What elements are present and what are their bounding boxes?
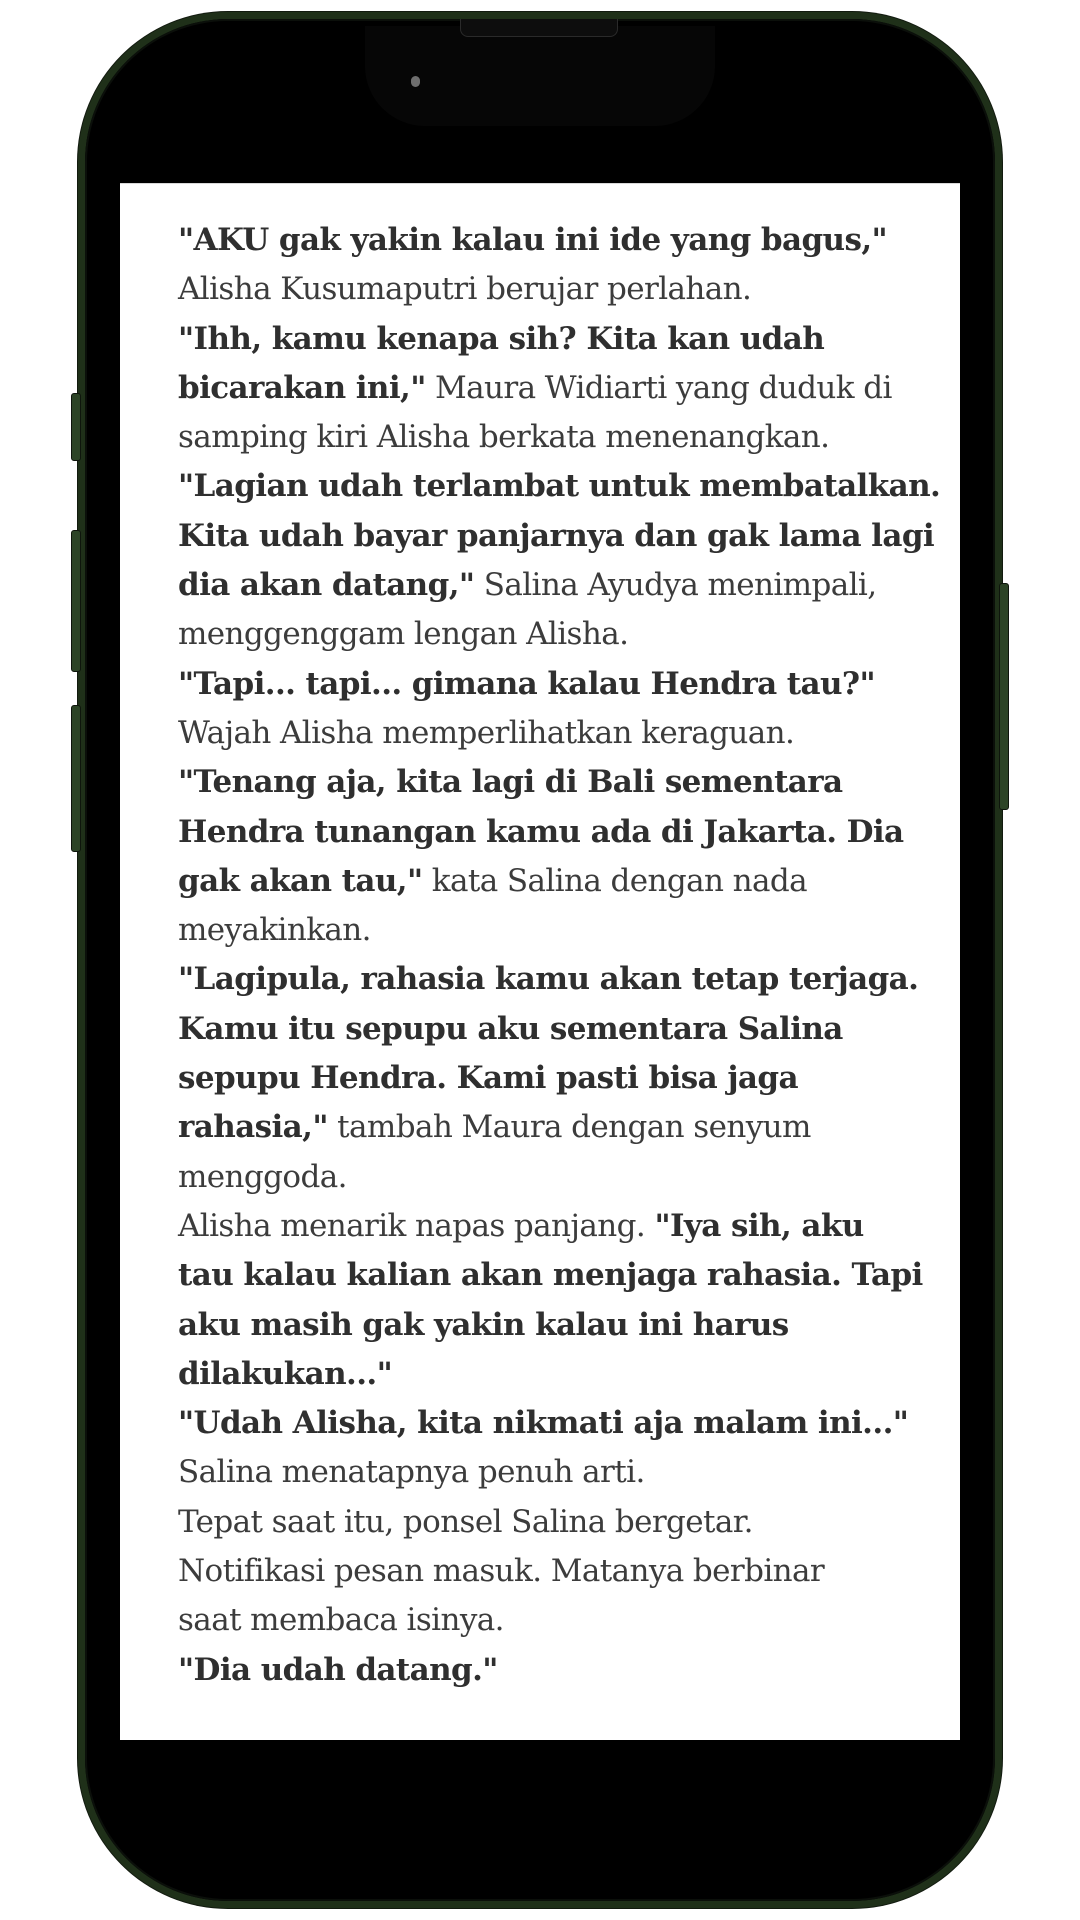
dialogue-text: "AKU gak yakin kalau ini ide yang bagus," (178, 222, 888, 258)
story-line (178, 808, 948, 857)
story-line (178, 1153, 948, 1202)
narration-text: Notifikasi pesan masuk. Matanya berbinar (178, 1553, 825, 1590)
narration-text: Tepat saat itu, ponsel Salina bergetar. (178, 1503, 753, 1540)
front-camera-icon (411, 76, 420, 87)
story-line (178, 1399, 948, 1448)
story-line (178, 857, 948, 906)
dialogue-text: dilakukan..." (178, 1355, 393, 1392)
story-line (178, 1301, 948, 1350)
story-line (178, 660, 948, 709)
narration-text: menggoda. (178, 1158, 347, 1195)
story-line (178, 315, 948, 364)
story-line (178, 561, 948, 610)
dialogue-text: "Udah Alisha, kita nikmati aja malam ini..." (178, 1405, 909, 1442)
dialogue-text: "Iya sih, aku (654, 1207, 864, 1244)
story-line (178, 1350, 948, 1399)
earpiece-speaker (460, 19, 618, 37)
story-line (178, 610, 948, 659)
narration-text: Salina Ayudya menimpali, (474, 567, 877, 604)
dialogue-text: gak akan tau," (178, 862, 423, 899)
narration-text: meyakinkan. (178, 912, 371, 949)
narration-text: Wajah Alisha memperlihatkan keraguan. (178, 714, 795, 751)
story-line (178, 955, 948, 1004)
mute-switch (71, 393, 81, 461)
story-line (178, 1498, 948, 1547)
narration-text: menggenggam lengan Alisha. (178, 616, 629, 653)
story-line (178, 1596, 948, 1645)
dialogue-text: tau kalau kalian akan menjaga rahasia. Tapi (178, 1257, 923, 1294)
dialogue-text: Kita udah bayar panjarnya dan gak lama lagi (178, 517, 935, 554)
narration-text: tambah Maura dengan senyum (327, 1109, 811, 1146)
story-line (178, 364, 948, 413)
story-line (178, 1251, 948, 1300)
story-line (178, 1448, 948, 1497)
story-line (178, 758, 948, 807)
story-line (178, 512, 948, 561)
story-line (178, 1646, 948, 1695)
story-line (178, 216, 948, 265)
volume-down-button (71, 705, 81, 852)
dialogue-text: dia akan datang," (178, 567, 475, 604)
story-line (178, 906, 948, 955)
story-line (178, 265, 948, 314)
dialogue-text: Kamu itu sepupu aku sementara Salina (178, 1010, 843, 1047)
dialogue-text: "Tenang aja, kita lagi di Bali sementara (178, 764, 843, 801)
story-line (178, 413, 948, 462)
volume-up-button (71, 530, 81, 672)
narration-text: samping kiri Alisha berkata menenangkan. (178, 419, 830, 456)
story-line (178, 1103, 948, 1152)
story-text (178, 216, 948, 1695)
dialogue-text: "Ihh, kamu kenapa sih? Kita kan udah (178, 320, 825, 357)
dialogue-text: bicarakan ini," (178, 369, 426, 406)
dialogue-text: rahasia," (178, 1109, 328, 1146)
dialogue-text: "Lagipula, rahasia kamu akan tetap terjaga. (178, 961, 919, 998)
dialogue-text: "Dia udah datang." (178, 1651, 498, 1688)
narration-text: Alisha menarik napas panjang. (178, 1207, 655, 1244)
narration-text: Alisha Kusumaputri berujar perlahan. (178, 271, 752, 308)
dialogue-text: "Lagian udah terlambat untuk membatalkan. (178, 468, 941, 505)
story-line (178, 1005, 948, 1054)
dialogue-text: Hendra tunangan kamu ada di Jakarta. Dia (178, 813, 904, 850)
reader-screen[interactable] (120, 183, 960, 1740)
narration-text: kata Salina dengan nada (422, 862, 807, 899)
story-line (178, 709, 948, 758)
story-line (178, 1202, 948, 1251)
story-line (178, 1547, 948, 1596)
story-line (178, 1054, 948, 1103)
power-button (999, 583, 1009, 810)
dialogue-text: sepupu Hendra. Kami pasti bisa jaga (178, 1060, 798, 1097)
narration-text: saat membaca isinya. (178, 1602, 504, 1639)
narration-text: Maura Widiarti yang duduk di (425, 369, 892, 406)
story-line (178, 462, 948, 511)
dialogue-text: aku masih gak yakin kalau ini harus (178, 1306, 789, 1343)
dialogue-text: "Tapi... tapi... gimana kalau Hendra tau?" (178, 665, 876, 702)
narration-text: Salina menatapnya penuh arti. (178, 1454, 645, 1491)
